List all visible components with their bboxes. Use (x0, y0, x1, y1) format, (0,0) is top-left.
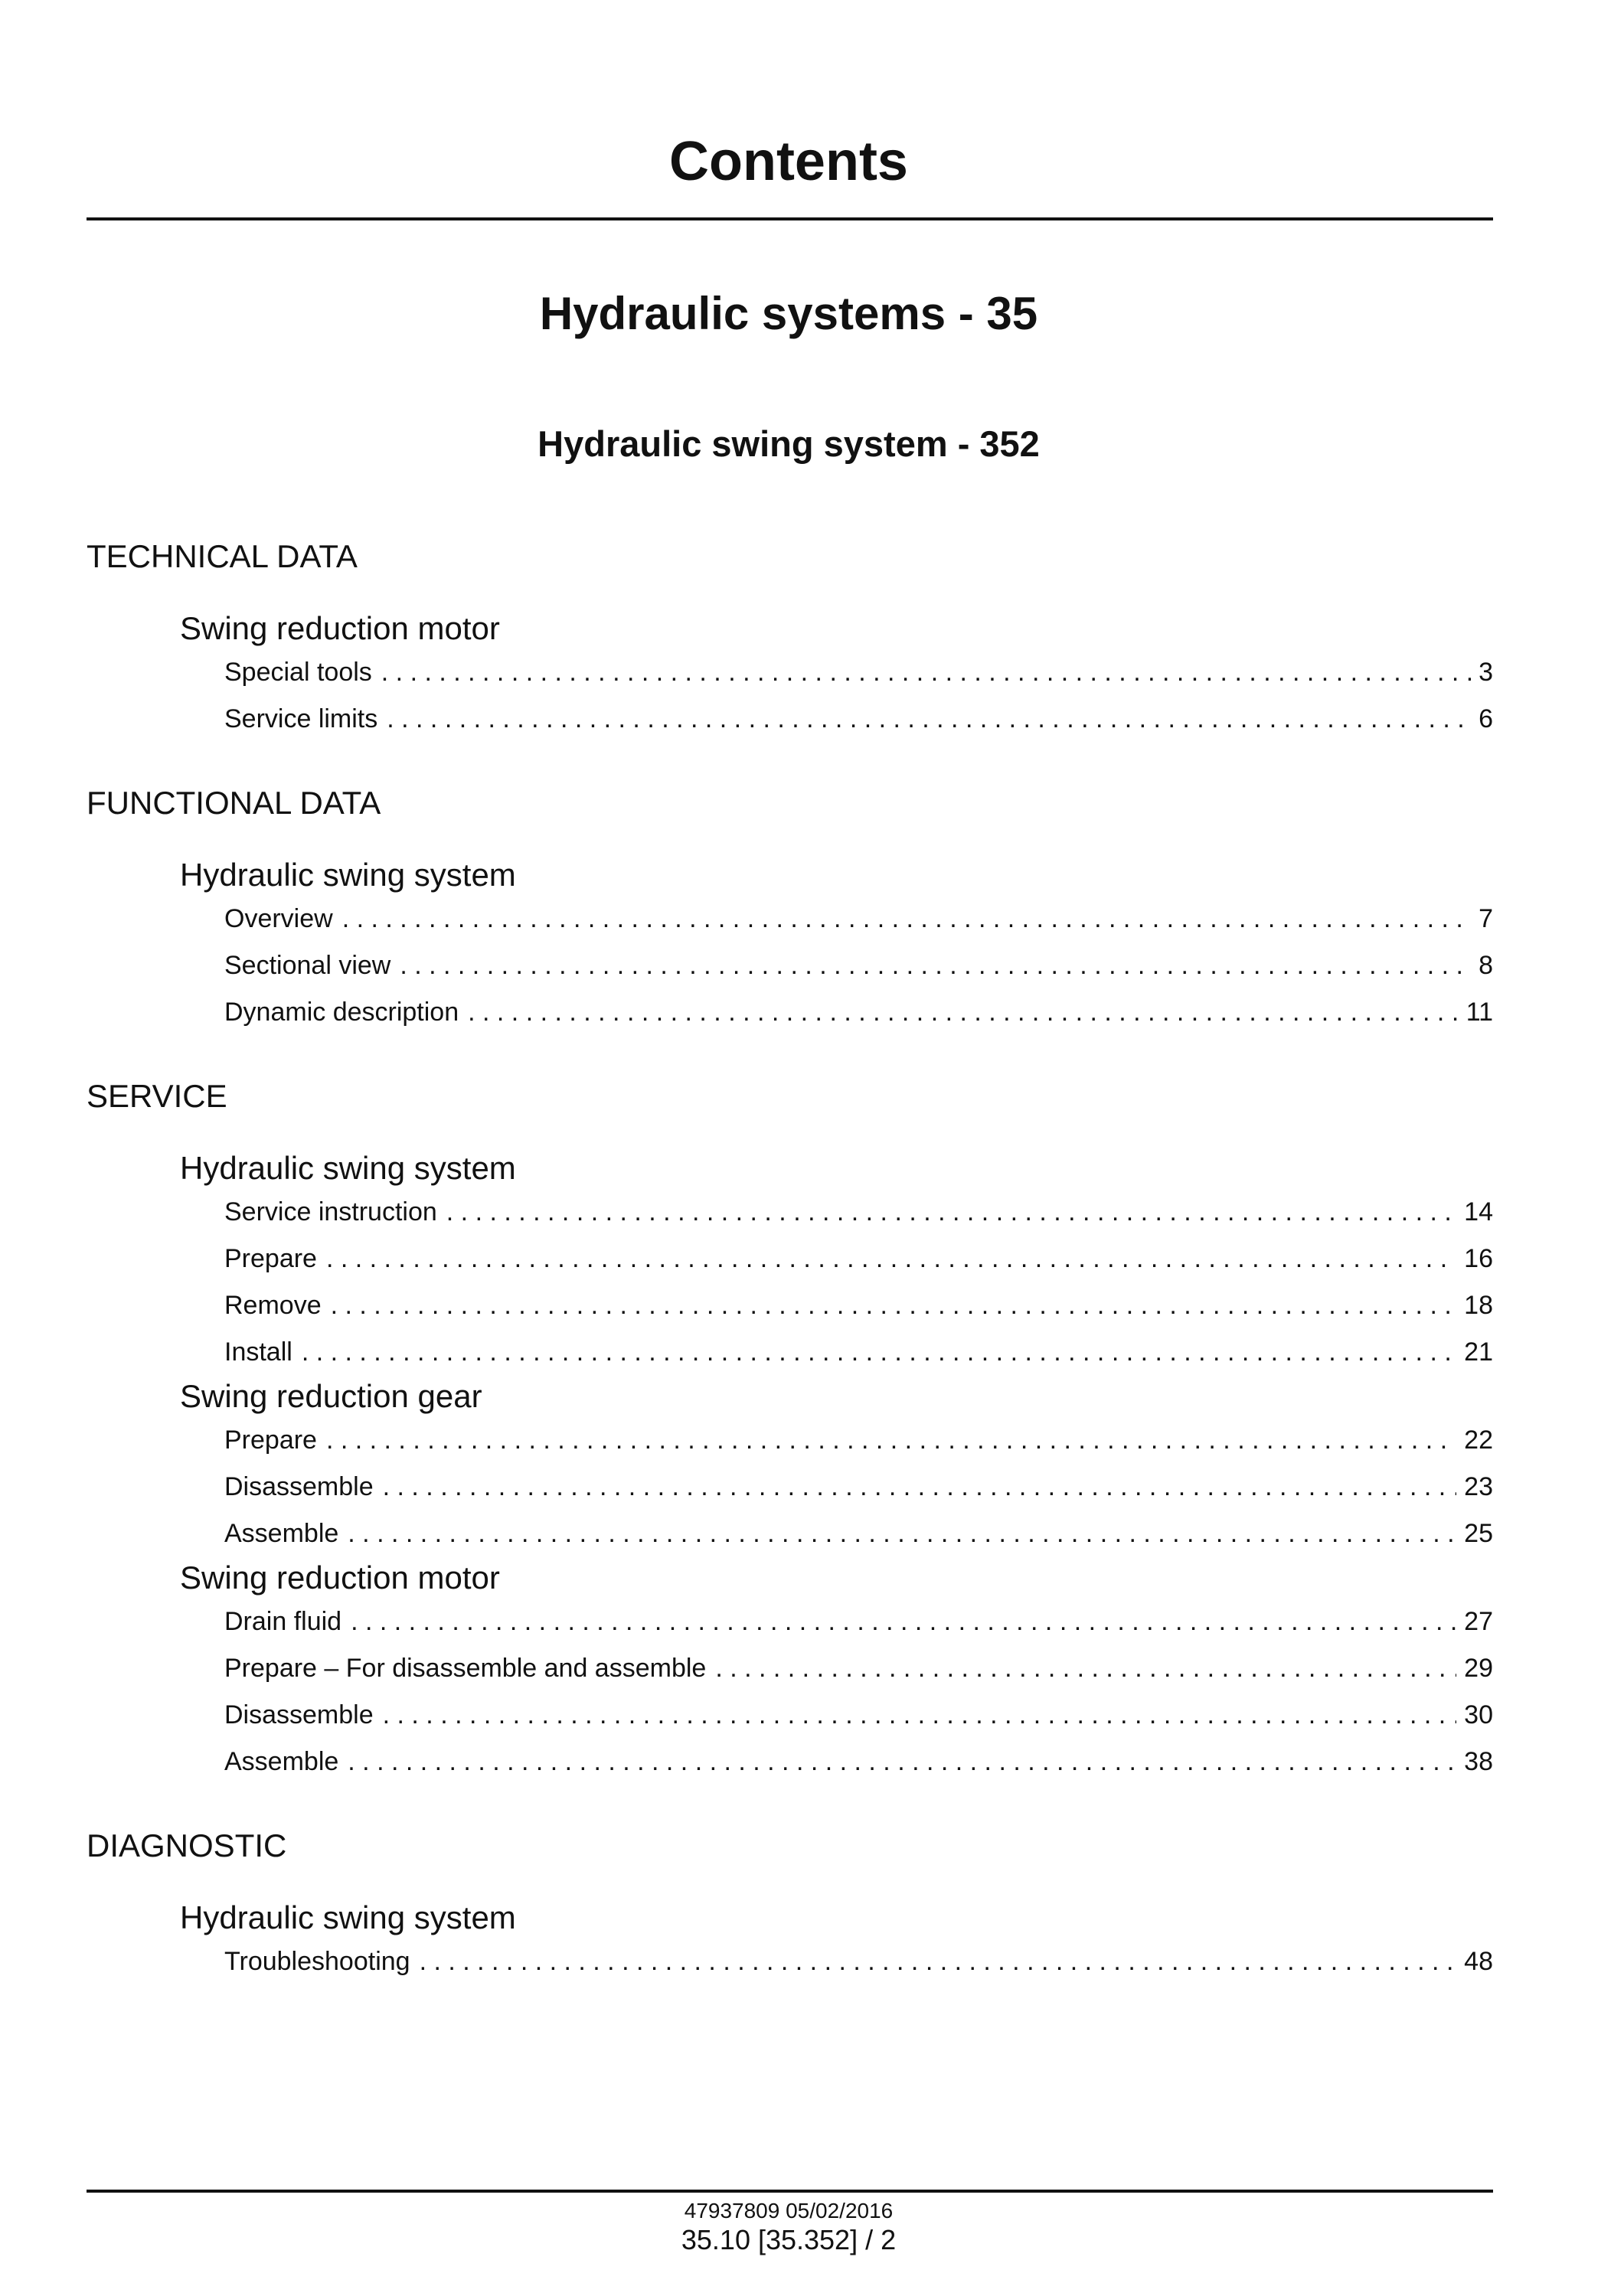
dot-leader (468, 989, 1459, 1036)
toc-category: SERVICE (87, 1078, 227, 1114)
toc-entry[interactable] (224, 1417, 1493, 1464)
toc-entry-label: Install (224, 1337, 292, 1367)
toc-entry-label: Assemble (224, 1747, 339, 1776)
toc-entry[interactable] (224, 989, 1493, 1036)
toc-entry[interactable] (224, 1599, 1493, 1645)
toc-entry-page: 16 (1464, 1244, 1493, 1273)
toc-entry-label: Special tools (224, 658, 372, 687)
toc-entry-page: 48 (1464, 1947, 1493, 1976)
toc-entry-label: Disassemble (224, 1472, 374, 1501)
toc-entry-label: Troubleshooting (224, 1947, 410, 1976)
table-of-contents (87, 536, 1493, 1985)
toc-entry-label: Remove (224, 1291, 322, 1320)
dot-leader (348, 1511, 1456, 1557)
dot-leader (420, 1938, 1457, 1985)
toc-category: FUNCTIONAL DATA (87, 785, 381, 821)
toc-entry-label: Disassemble (224, 1700, 374, 1729)
toc-entry-label: Dynamic description (224, 998, 459, 1027)
dot-leader (400, 942, 1471, 989)
toc-entry-label: Service instruction (224, 1197, 437, 1226)
dot-leader (383, 1464, 1457, 1511)
toc-entry[interactable] (224, 896, 1493, 942)
toc-entry-page: 3 (1479, 658, 1493, 687)
dot-leader (326, 1417, 1456, 1464)
toc-entry-page: 29 (1464, 1654, 1493, 1683)
toc-category: TECHNICAL DATA (87, 538, 358, 574)
dot-leader (715, 1645, 1456, 1692)
toc-entry[interactable] (224, 1692, 1493, 1739)
toc-entry[interactable] (224, 696, 1493, 743)
toc-entry[interactable] (224, 1938, 1493, 1985)
section-title: Hydraulic swing system - 352 (538, 423, 1040, 464)
toc-entry[interactable] (224, 1329, 1493, 1376)
page-reference: 35.10 [35.352] / 2 (681, 2224, 897, 2255)
toc-entry[interactable] (224, 1282, 1493, 1329)
toc-entry-page: 21 (1464, 1337, 1493, 1367)
toc-entry-page: 14 (1464, 1197, 1493, 1226)
document-id: 47937809 05/02/2016 (684, 2199, 894, 2223)
toc-entry[interactable] (224, 1739, 1493, 1785)
toc-group-title: Swing reduction motor (180, 610, 500, 646)
toc-entry-page: 8 (1479, 951, 1493, 980)
dot-leader (331, 1282, 1457, 1329)
toc-entry-page: 22 (1464, 1426, 1493, 1455)
dot-leader (446, 1189, 1456, 1236)
toc-entry-page: 23 (1464, 1472, 1493, 1501)
toc-group-title: Swing reduction gear (180, 1378, 482, 1414)
toc-entry[interactable] (224, 1189, 1493, 1236)
dot-leader (342, 896, 1471, 942)
toc-entry[interactable] (224, 1645, 1493, 1692)
toc-entry-page: 38 (1464, 1747, 1493, 1776)
footer-rule (87, 2190, 1493, 2193)
toc-entry[interactable] (224, 1511, 1493, 1557)
dot-leader (326, 1236, 1456, 1282)
toc-category: DIAGNOSTIC (87, 1827, 287, 1863)
toc-entry-label: Service limits (224, 704, 378, 733)
toc-entry[interactable] (224, 942, 1493, 989)
toc-entry-label: Sectional view (224, 951, 391, 980)
page-title: Contents (669, 131, 908, 192)
toc-group-title: Hydraulic swing system (180, 1899, 516, 1935)
chapter-title: Hydraulic systems - 35 (539, 288, 1038, 339)
toc-group-title: Swing reduction motor (180, 1560, 500, 1595)
toc-entry-label: Assemble (224, 1519, 339, 1548)
dot-leader (387, 696, 1471, 743)
toc-entry-page: 6 (1479, 704, 1493, 733)
dot-leader (381, 649, 1471, 696)
toc-entry[interactable] (224, 649, 1493, 696)
toc-entry[interactable] (224, 1464, 1493, 1511)
toc-entry[interactable] (224, 1236, 1493, 1282)
toc-entry-label: Overview (224, 904, 333, 933)
toc-entry-label: Prepare – For disassemble and assemble (224, 1654, 707, 1683)
toc-group-title: Hydraulic swing system (180, 857, 516, 893)
toc-entry-label: Prepare (224, 1426, 317, 1455)
toc-entry-page: 11 (1466, 998, 1493, 1027)
toc-entry-page: 30 (1464, 1700, 1493, 1729)
toc-entry-page: 25 (1464, 1519, 1493, 1548)
toc-entry-page: 27 (1464, 1607, 1493, 1636)
toc-entry-page: 7 (1479, 904, 1493, 933)
toc-group-title: Hydraulic swing system (180, 1150, 516, 1186)
toc-entry-label: Drain fluid (224, 1607, 342, 1636)
dot-leader (351, 1599, 1456, 1645)
dot-leader (302, 1329, 1456, 1376)
dot-leader (348, 1739, 1456, 1785)
dot-leader (383, 1692, 1457, 1739)
toc-entry-page: 18 (1464, 1291, 1493, 1320)
toc-entry-label: Prepare (224, 1244, 317, 1273)
header-rule (87, 217, 1493, 220)
